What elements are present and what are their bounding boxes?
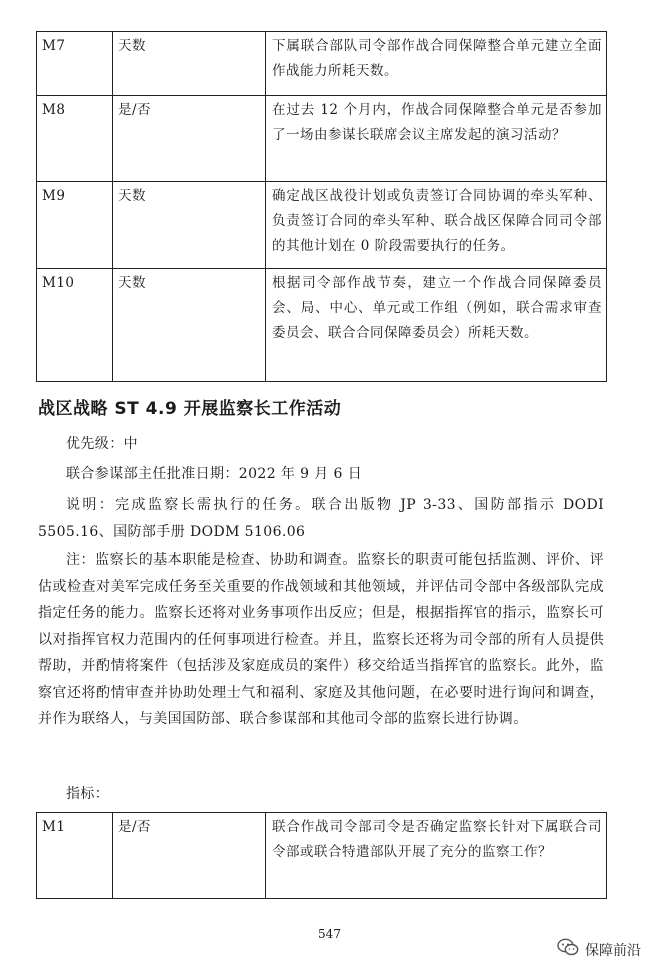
table-row [37,182,607,269]
priority-line: 优先级：中 [66,436,138,452]
page-number: 547 [318,927,341,941]
approval-date-line: 联合参谋部主任批准日期：2022 年 9 月 6 日 [66,466,363,482]
metric-id: M10 [37,269,113,382]
wechat-icon [557,938,579,961]
metric-id: M7 [37,32,113,96]
metric-unit: 是/否 [113,96,266,182]
metric-description: 在过去 12 个月内，作战合同保障整合单元是否参加了一场由参谋长联席会议主席发起的演习活动？ [266,96,607,182]
metric-unit: 天数 [113,32,266,96]
table-row [37,269,607,382]
metric-unit: 天数 [113,182,266,269]
metric-unit: 天数 [113,269,266,382]
metric-id: M9 [37,182,113,269]
metric-unit: 是/否 [113,813,266,899]
watermark-text: 保障前沿 [585,942,641,959]
metric-id: M1 [37,813,113,899]
metrics-table-top [36,31,607,382]
metrics-label: 指标： [66,786,110,802]
watermark [557,938,641,961]
note-paragraph: 注：监察长的基本职能是检查、协助和调查。监察长的职责可能包括监测、评价、评估或检查对美军完成任务至关重要的作战领域和其他领域，并评估司令部中各级部队完成指定任务的能力。监察长还将对业务事项作出反应；但是，根据指挥官的指示，监察长可以对指挥官权力范围内的任何事项进行检查。并且，监察长还将为司令部的所有人员提供帮助，并酌情将案件（包括涉及家庭成员的案件）移交给适当指挥官的监察长。此外，监察官还将酌情审查并协助处理士气和福利、家庭及其他问题，在必要时进行询问和调查，并作为联络人，与美国国防部、联合参谋部和其他司令部的监察长进行协调。 [38,552,604,727]
table-row [37,32,607,96]
section-heading: 战区战略 ST 4.9 开展监察长工作活动 [38,399,342,419]
table-row [37,96,607,182]
metric-description: 确定战区战役计划或负责签订合同协调的牵头军种、负责签订合同的牵头军种、联合战区保障合同司令部的其他计划在 0 阶段需要执行的任务。 [266,182,607,269]
table-row [37,813,607,899]
metrics-table-bottom [36,812,607,899]
metric-description: 下属联合部队司令部作战合同保障整合单元建立全面作战能力所耗天数。 [266,32,607,96]
description-paragraph: 说明：完成监察长需执行的任务。联合出版物 JP 3-33、国防部指示 DODI 5505.16、国防部手册 DODM 5106.06 [38,497,604,540]
metric-description: 联合作战司令部司令是否确定监察长针对下属联合司令部或联合特遣部队开展了充分的监察工作？ [266,813,607,899]
metric-id: M8 [37,96,113,182]
metric-description: 根据司令部作战节奏，建立一个作战合同保障委员会、局、中心、单元或工作组（例如，联合需求审查委员会、联合合同保障委员会）所耗天数。 [266,269,607,382]
